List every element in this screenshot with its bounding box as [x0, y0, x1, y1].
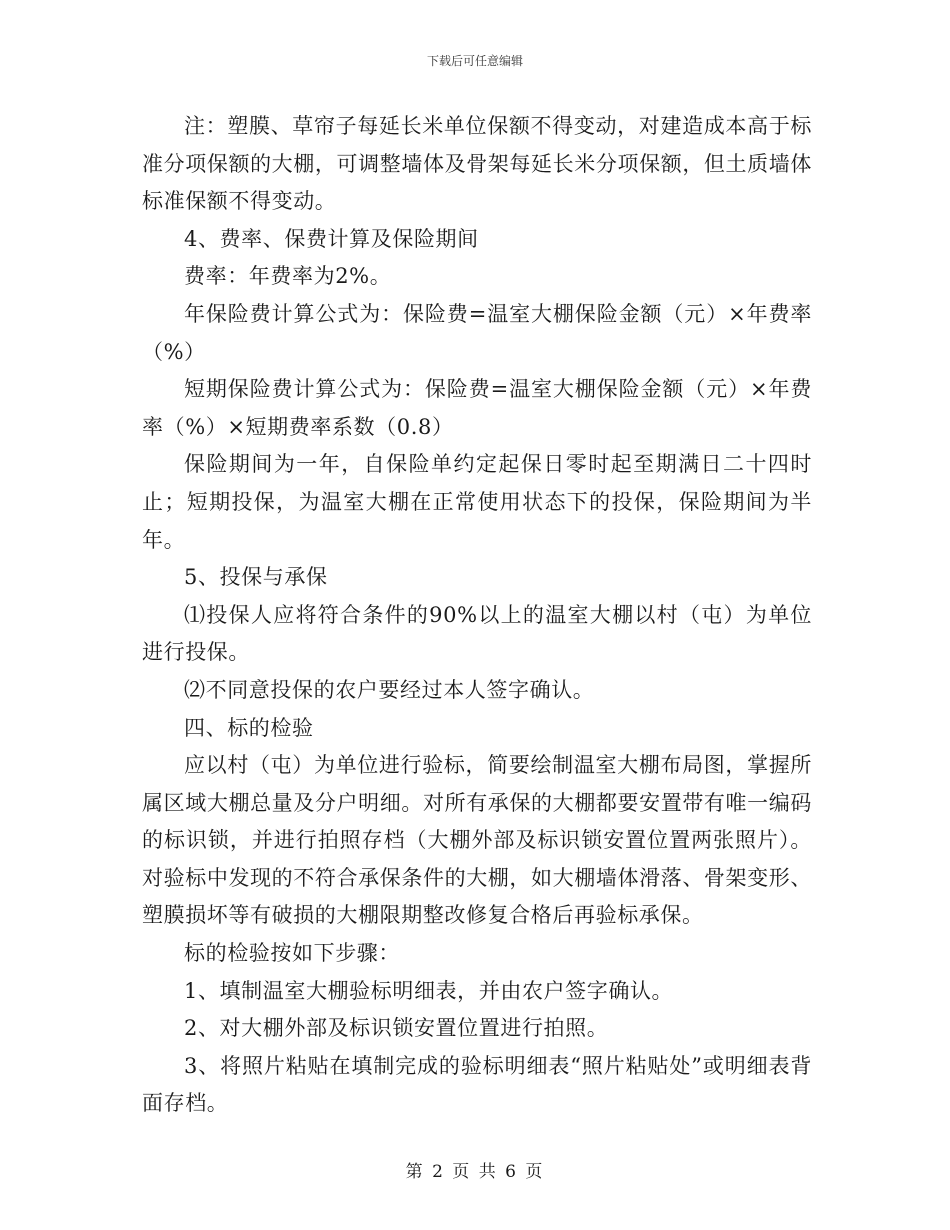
heading-inspection: 四、标的检验 [184, 715, 314, 740]
page-number: 第 2 页 共 6 页 [405, 1162, 545, 1182]
paragraph-inspection-detail: 应以村（屯）为单位进行验标，简要绘制温室大棚布局图，掌握所属区域大棚总量及分户明细。对所有承保的大棚都要安置带有唯一编码的标识锁，并进行拍照存档（大棚外部及标识锁安置位置两张照片）。对验标中发现的不符合承保条件的大棚，如大棚墙体滑落、骨架变形、塑膜损坏等有破损的大棚限期整改修复合格后再验标承保。 [142, 753, 812, 928]
document-body [142, 108, 812, 1123]
paragraph-item-2: ⑵不同意投保的农户要经过本人签字确认。 [184, 677, 595, 702]
paragraph-step-3: 3、将照片粘贴在填制完成的验标明细表“照片粘贴处”或明细表背面存档。 [142, 1053, 812, 1116]
paragraph-note: 注：塑膜、草帘子每延长米单位保额不得变动，对建造成本高于标准分项保额的大棚，可调整墙体及骨架每延长米分项保额，但土质墙体标准保额不得变动。 [142, 114, 812, 214]
paragraph-short-term-formula: 短期保险费计算公式为：保险费=温室大棚保险金额（元）×年费率（%）×短期费率系数（0.8） [142, 377, 812, 439]
page-header: 下载后可任意编辑 [426, 54, 523, 68]
heading-application-underwriting: 5、投保与承保 [184, 565, 328, 590]
paragraph-steps-intro: 标的检验按如下步骤： [184, 941, 400, 966]
heading-rate-premium-period: 4、费率、保费计算及保险期间 [184, 226, 479, 251]
paragraph-step-2: 2、对大棚外部及标识锁安置位置进行拍照。 [184, 1016, 609, 1041]
paragraph-step-1: 1、填制温室大棚验标明细表，并由农户签字确认。 [184, 978, 674, 1003]
paragraph-item-1: ⑴投保人应将符合条件的90%以上的温室大棚以村（屯）为单位进行投保。 [142, 602, 812, 665]
paragraph-annual-formula: 年保险费计算公式为：保险费=温室大棚保险金额（元）×年费率（%） [142, 301, 812, 364]
paragraph-insurance-period: 保险期间为一年，自保险单约定起保日零时起至期满日二十四时止；短期投保，为温室大棚在正常使用状态下的投保，保险期间为半年。 [142, 452, 812, 552]
paragraph-rate: 费率：年费率为2%。 [184, 264, 392, 289]
